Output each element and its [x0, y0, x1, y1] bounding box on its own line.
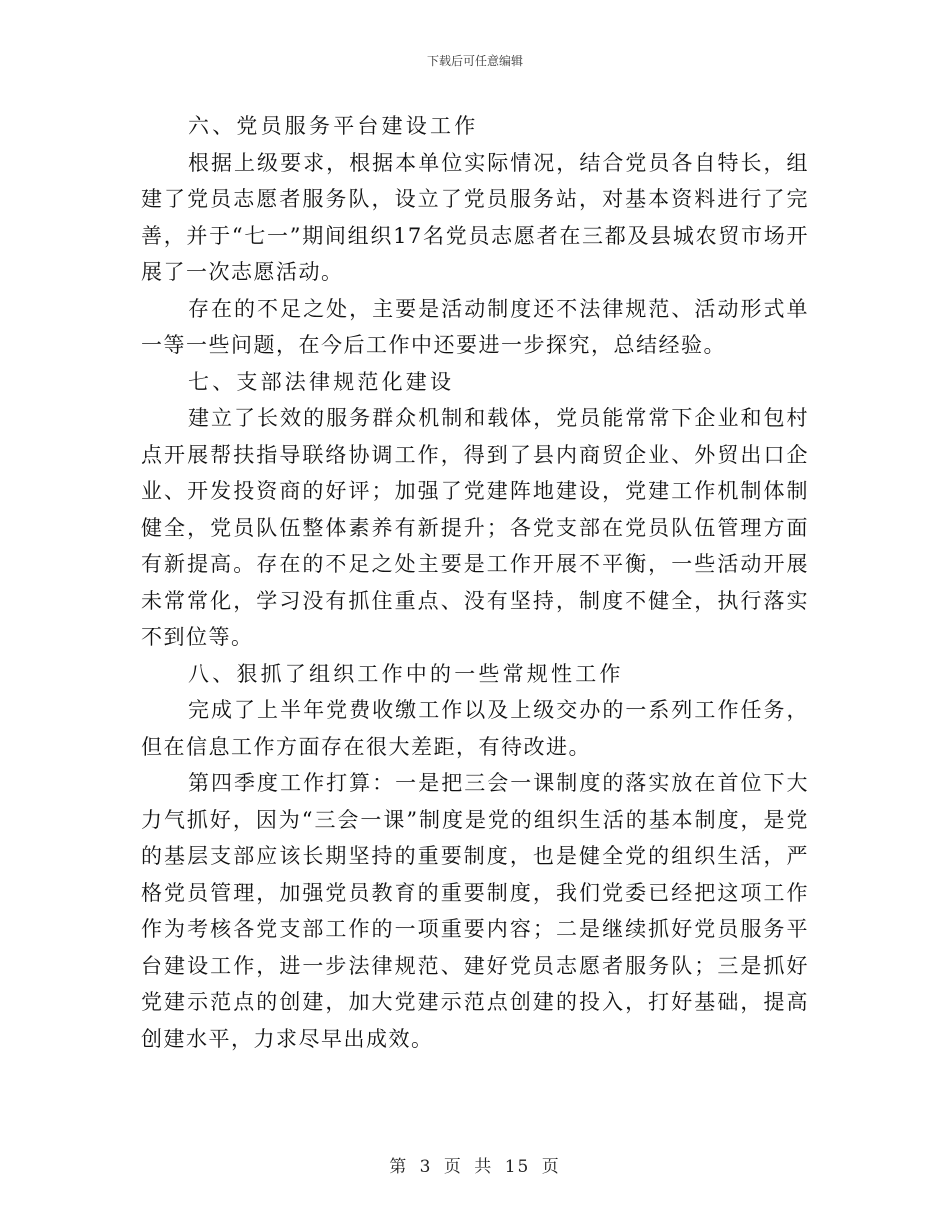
paragraph: 完成了上半年党费收缴工作以及上级交办的一系列工作任务，但在信息工作方面存在很大差距，有待改进。: [141, 698, 809, 759]
paragraph: 根据上级要求，根据本单位实际情况，结合党员各自特长，组建了党员志愿者服务队，设立了党员服务站，对基本资料进行了完善，并于“七一”期间组织17名党员志愿者在三都及县城农贸市场开展了一次志愿活动。: [141, 150, 809, 284]
paragraph: 第四季度工作打算：一是把三会一课制度的落实放在首位下大力气抓好，因为“三会一课”制度是党的组织生活的基本制度，是党的基层支部应该长期坚持的重要制度，也是健全党的组织生活，严格党员管理，加强党员教育的重要制度，我们党委已经把这项工作作为考核各党支部工作的一项重要内容；二是继续抓好党员服务平台建设工作，进一步法律规范、建好党员志愿者服务队；三是抓好党建示范点的创建，加大党建示范点创建的投入，打好基础，提高创建水平，力求尽早出成效。: [141, 771, 809, 1051]
section-heading-6: 六、党员服务平台建设工作: [188, 114, 479, 138]
section-heading-8: 八、狠抓了组织工作中的一些常规性工作: [188, 661, 624, 686]
document-body: [141, 108, 809, 1057]
header-note: 下载后可任意编辑: [426, 54, 523, 68]
section-heading-7: 七、支部法律规范化建设: [188, 369, 455, 394]
paragraph: 建立了长效的服务群众机制和载体，党员能常常下企业和包村点开展帮扶指导联络协调工作，得到了县内商贸企业、外贸出口企业、开发投资商的好评；加强了党建阵地建设，党建工作机制体制健全，党员队伍整体素养有新提升；各党支部在党员队伍管理方面有新提高。存在的不足之处主要是工作开展不平衡，一些活动开展未常常化，学习没有抓住重点、没有坚持，制度不健全，执行落实不到位等。: [141, 406, 809, 649]
page-footer: 第 3 页 共 15 页: [389, 1157, 561, 1177]
paragraph: 存在的不足之处，主要是活动制度还不法律规范、活动形式单一等一些问题，在今后工作中还要进一步探究，总结经验。: [141, 296, 809, 357]
